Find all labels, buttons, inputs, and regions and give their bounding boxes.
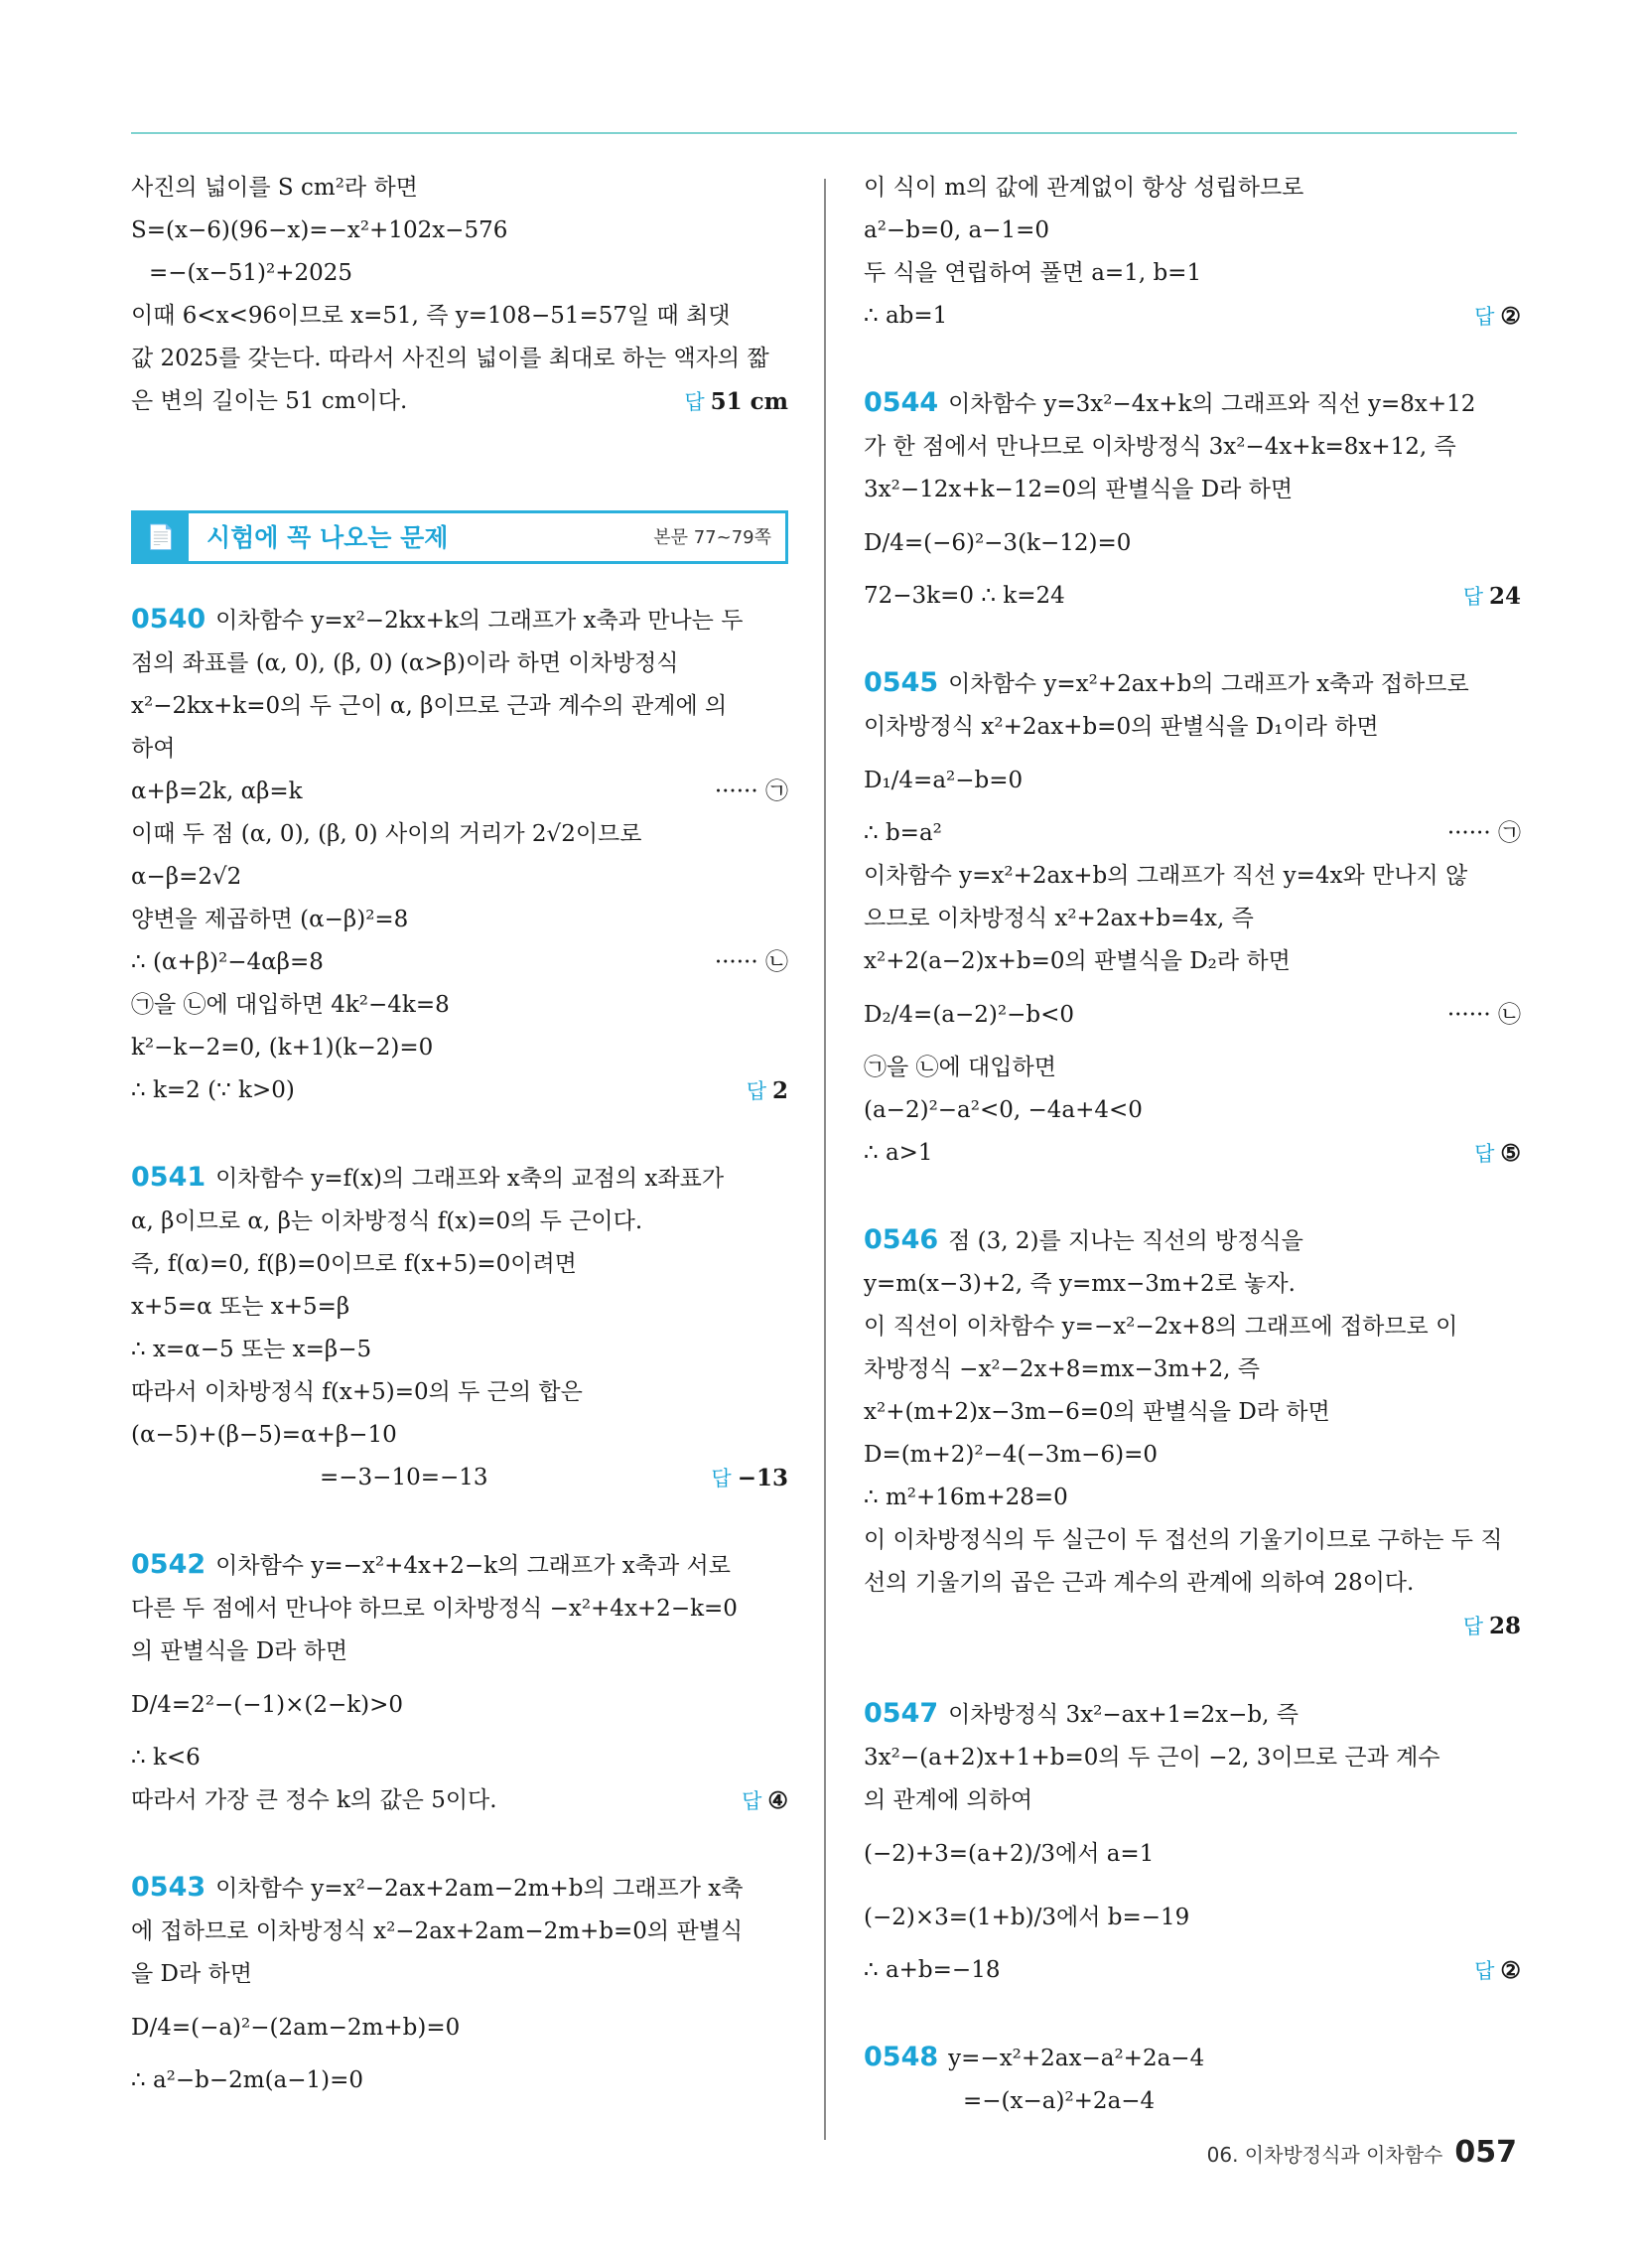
text-line xyxy=(131,1457,788,1499)
text-line: 하여 xyxy=(131,736,176,762)
answer-tag: 답 xyxy=(1474,305,1495,329)
problem-number: 0544 xyxy=(864,387,939,418)
text-line xyxy=(131,1156,788,1201)
text-line: x²+(m+2)x−3m−6=0의 판별식을 D라 하면 xyxy=(864,1399,1330,1425)
text-line: D/4=(−a)²−(2am−2m+b)=0 xyxy=(131,2015,461,2041)
text-line xyxy=(864,661,1521,706)
equation-marker: ······ ㉠ xyxy=(1446,820,1521,846)
text-line xyxy=(131,1543,788,1588)
problem-number: 0540 xyxy=(131,604,206,635)
answer-value: ④ xyxy=(767,1787,788,1814)
text-line-content: 점 (3, 2)를 지나는 직선의 방정식을 xyxy=(948,1228,1303,1254)
text-line: 이 식이 m의 값에 관계없이 항상 성립하므로 xyxy=(864,175,1304,201)
problem-number: 0546 xyxy=(864,1224,939,1255)
text-line: 으므로 이차방정식 x²+2ax+b=4x, 즉 xyxy=(864,906,1254,931)
answer-value: 51 cm xyxy=(710,388,788,415)
text-line: ∴ a²−b−2m(a−1)=0 xyxy=(131,2067,364,2093)
text-line: 값 2025를 갖는다. 따라서 사진의 넓이를 최대로 하는 액자의 짧 xyxy=(131,346,769,371)
answer-tag: 답 xyxy=(1462,585,1483,609)
text-line: (−2)+3=(a+2)/3에서 a=1 xyxy=(864,1841,1155,1867)
text-line: a²−b=0, a−1=0 xyxy=(864,217,1049,243)
chapter-title: 06. 이차방정식과 이차함수 xyxy=(1206,2143,1443,2167)
answer-tag: 답 xyxy=(684,390,705,414)
page-footer xyxy=(1207,2135,1517,2170)
answer-tag: 답 xyxy=(711,1467,732,1490)
text-line: x²−2kx+k=0의 두 근이 α, β이므로 근과 계수의 관계에 의 xyxy=(131,693,728,719)
text-line xyxy=(131,1779,788,1822)
text-line: 즉, f(α)=0, f(β)=0이므로 f(x+5)=0이려면 xyxy=(131,1251,577,1277)
text-line-content: 이차함수 y=f(x)의 그래프와 x축의 교점의 x좌표가 xyxy=(215,1166,725,1192)
text-line-content: 72−3k=0 ∴ k=24 xyxy=(864,583,1065,609)
text-line xyxy=(131,771,788,813)
answer-value: 2 xyxy=(771,1077,788,1104)
answer-value: 28 xyxy=(1488,1613,1521,1639)
section-title: 시험에 꼭 나오는 문제 xyxy=(206,522,449,552)
text-line: D/4=(−6)²−3(k−12)=0 xyxy=(864,530,1132,556)
text-line: =−(x−a)²+2a−4 xyxy=(963,2088,1156,2114)
right-column xyxy=(864,167,1521,2123)
problem-0545 xyxy=(864,661,1521,1175)
text-line: 이 이차방정식의 두 실근이 두 접선의 기울기이므로 구하는 두 직 xyxy=(864,1527,1503,1553)
problem-number: 0543 xyxy=(131,1872,206,1903)
problem-0541 xyxy=(131,1156,788,1499)
answer xyxy=(1463,575,1521,619)
text-line-content: 은 변의 길이는 51 cm이다. xyxy=(131,388,408,414)
text-line: (a−2)²−a²<0, −4a+4<0 xyxy=(864,1097,1143,1123)
answer-value: ② xyxy=(1500,1957,1521,1984)
text-line-content: ∴ a+b=−18 xyxy=(864,1957,1001,1983)
text-line: 차방정식 −x²−2x+8=mx−3m+2, 즉 xyxy=(864,1356,1260,1382)
text-line xyxy=(864,295,1521,338)
section-header xyxy=(131,510,788,564)
equation-marker: ······ ㉡ xyxy=(1446,1002,1521,1028)
text-line: k²−k−2=0, (k+1)(k−2)=0 xyxy=(131,1035,434,1061)
text-line xyxy=(131,598,788,642)
answer xyxy=(1474,295,1521,339)
text-line: (α−5)+(β−5)=α+β−10 xyxy=(131,1422,397,1448)
text-line: α, β이므로 α, β는 이차방정식 f(x)=0의 두 근이다. xyxy=(131,1208,643,1234)
text-line: 다른 두 점에서 만나야 하므로 이차방정식 −x²+4x+2−k=0 xyxy=(131,1596,738,1622)
text-line: S=(x−6)(96−x)=−x²+102x−576 xyxy=(131,217,508,243)
answer xyxy=(747,1069,788,1113)
text-line: ∴ m²+16m+28=0 xyxy=(864,1485,1068,1510)
answer xyxy=(864,1605,1521,1648)
problem-number: 0541 xyxy=(131,1162,206,1193)
answer-tag: 답 xyxy=(742,1789,762,1813)
left-column xyxy=(131,167,788,2102)
text-line-content: ∴ b=a² xyxy=(864,820,942,846)
top-rule xyxy=(131,132,1517,134)
text-line xyxy=(131,1069,788,1112)
answer-tag: 답 xyxy=(1474,1142,1495,1166)
answer-value: −13 xyxy=(737,1465,788,1491)
text-line: 사진의 넓이를 S cm²라 하면 xyxy=(131,175,418,201)
text-line xyxy=(131,941,788,984)
page-number: 057 xyxy=(1454,2135,1517,2170)
text-line-content: y=−x²+2ax−a²+2a−4 xyxy=(948,2046,1205,2071)
text-line xyxy=(864,812,1521,855)
text-line-content: ∴ k=2 (∵ k>0) xyxy=(131,1077,295,1103)
answer xyxy=(711,1457,788,1500)
answer xyxy=(684,380,788,424)
text-line-content: D₂/4=(a−2)²−b<0 xyxy=(864,1002,1074,1028)
text-line-content: ∴ a>1 xyxy=(864,1140,933,1166)
answer-value: ⑤ xyxy=(1500,1140,1521,1167)
section-page-ref: 본문 77~79쪽 xyxy=(653,526,771,548)
problem-0548 xyxy=(864,2036,1521,2123)
text-line-content: =−3−10=−13 xyxy=(320,1465,488,1490)
text-line: 따라서 이차방정식 f(x+5)=0의 두 근의 합은 xyxy=(131,1379,583,1405)
problem-0544 xyxy=(864,381,1521,618)
text-line: x²+2(a−2)x+b=0의 판별식을 D₂라 하면 xyxy=(864,948,1291,974)
text-line xyxy=(864,575,1521,618)
problem-0547 xyxy=(864,1692,1521,1992)
equation-marker: ······ ㉠ xyxy=(714,779,788,804)
text-line: ∴ x=α−5 또는 x=β−5 xyxy=(131,1337,372,1362)
text-line xyxy=(864,1132,1521,1175)
text-line: 을 D라 하면 xyxy=(131,1961,252,1987)
text-line: 의 판별식을 D라 하면 xyxy=(131,1638,348,1664)
text-line: D₁/4=a²−b=0 xyxy=(864,768,1024,793)
equation-marker: ······ ㉡ xyxy=(714,949,788,975)
text-line: 선의 기울기의 곱은 근과 계수의 관계에 의하여 28이다. xyxy=(864,1570,1415,1596)
text-line-content: 이차방정식 3x²−ax+1=2x−b, 즉 xyxy=(948,1702,1299,1728)
text-line: 3x²−(a+2)x+1+b=0의 두 근이 −2, 3이므로 근과 계수 xyxy=(864,1745,1440,1771)
text-line: 두 식을 연립하여 풀면 a=1, b=1 xyxy=(864,260,1202,286)
text-line: 이때 두 점 (α, 0), (β, 0) 사이의 거리가 2√2이므로 xyxy=(131,821,642,847)
text-line: (−2)×3=(1+b)/3에서 b=−19 xyxy=(864,1905,1190,1930)
text-line: 양변을 제곱하면 (α−β)²=8 xyxy=(131,907,409,932)
column-divider xyxy=(824,179,826,2140)
text-line: 점의 좌표를 (α, 0), (β, 0) (α>β)이라 하면 이차방정식 xyxy=(131,650,679,676)
answer-value: 24 xyxy=(1488,583,1521,610)
text-line-content: 이차함수 y=x²−2kx+k의 그래프가 x축과 만나는 두 xyxy=(215,608,744,634)
text-line: 이차방정식 x²+2ax+b=0의 판별식을 D₁이라 하면 xyxy=(864,714,1379,740)
text-line: =−(x−51)²+2025 xyxy=(149,260,353,286)
text-line-content: 따라서 가장 큰 정수 k의 값은 5이다. xyxy=(131,1787,497,1813)
document-icon: 📄 xyxy=(133,513,189,561)
text-line-content: 이차함수 y=x²−2ax+2am−2m+b의 그래프가 x축 xyxy=(215,1876,744,1902)
text-line xyxy=(131,380,788,423)
answer-tag: 답 xyxy=(746,1079,766,1103)
problem-number: 0542 xyxy=(131,1549,206,1580)
text-line: x+5=α 또는 x+5=β xyxy=(131,1294,350,1320)
text-line-content: α+β=2k, αβ=k xyxy=(131,779,303,804)
text-line-content: ∴ ab=1 xyxy=(864,303,948,329)
problem-number: 0547 xyxy=(864,1698,939,1729)
problem-0543 xyxy=(131,1866,788,2102)
text-line-content: 이차함수 y=x²+2ax+b의 그래프가 x축과 접하므로 xyxy=(948,671,1469,697)
text-line: 가 한 점에서 만나므로 이차방정식 3x²−4x+k=8x+12, 즉 xyxy=(864,434,1456,460)
text-line xyxy=(864,1692,1521,1737)
text-line xyxy=(864,983,1521,1047)
text-line-content: ∴ (α+β)²−4αβ=8 xyxy=(131,949,324,975)
answer-tag: 답 xyxy=(1474,1959,1495,1983)
problem-0540 xyxy=(131,598,788,1112)
problem-0542 xyxy=(131,1543,788,1822)
text-line-content: 이차함수 y=3x²−4x+k의 그래프와 직선 y=8x+12 xyxy=(948,391,1476,417)
text-line xyxy=(864,2036,1521,2080)
answer-value: ② xyxy=(1500,303,1521,330)
text-line: D=(m+2)²−4(−3m−6)=0 xyxy=(864,1442,1158,1468)
problem-0546 xyxy=(864,1218,1521,1648)
text-line-content: 이차함수 y=−x²+4x+2−k의 그래프가 x축과 서로 xyxy=(215,1553,731,1579)
text-line: D/4=2²−(−1)×(2−k)>0 xyxy=(131,1692,404,1718)
problem-number: 0545 xyxy=(864,667,939,698)
answer xyxy=(1474,1132,1521,1176)
text-line xyxy=(131,1866,788,1911)
text-line xyxy=(864,1949,1521,1992)
text-line: 이때 6<x<96이므로 x=51, 즉 y=108−51=57일 때 최댓 xyxy=(131,303,731,329)
text-line: ∴ k<6 xyxy=(131,1745,201,1771)
text-line: 이 직선이 이차함수 y=−x²−2x+8의 그래프에 접하므로 이 xyxy=(864,1314,1458,1340)
text-line: 이차함수 y=x²+2ax+b의 그래프가 직선 y=4x와 만나지 않 xyxy=(864,863,1468,889)
text-line: y=m(x−3)+2, 즉 y=mx−3m+2로 놓자. xyxy=(864,1271,1296,1297)
text-line: 3x²−12x+k−12=0의 판별식을 D라 하면 xyxy=(864,477,1294,502)
text-line: α−β=2√2 xyxy=(131,864,242,890)
text-line xyxy=(864,1218,1521,1263)
text-line xyxy=(864,381,1521,426)
answer xyxy=(742,1779,788,1823)
problem-number: 0548 xyxy=(864,2042,939,2072)
text-line: 의 관계에 의하여 xyxy=(864,1787,1033,1813)
answer-tag: 답 xyxy=(1462,1615,1483,1638)
answer xyxy=(1474,1949,1521,1993)
text-line: ㉠을 ㉡에 대입하면 4k²−4k=8 xyxy=(131,992,450,1018)
text-line: 에 접하므로 이차방정식 x²−2ax+2am−2m+b=0의 판별식 xyxy=(131,1918,744,1944)
text-line: ㉠을 ㉡에 대입하면 xyxy=(864,1055,1056,1080)
